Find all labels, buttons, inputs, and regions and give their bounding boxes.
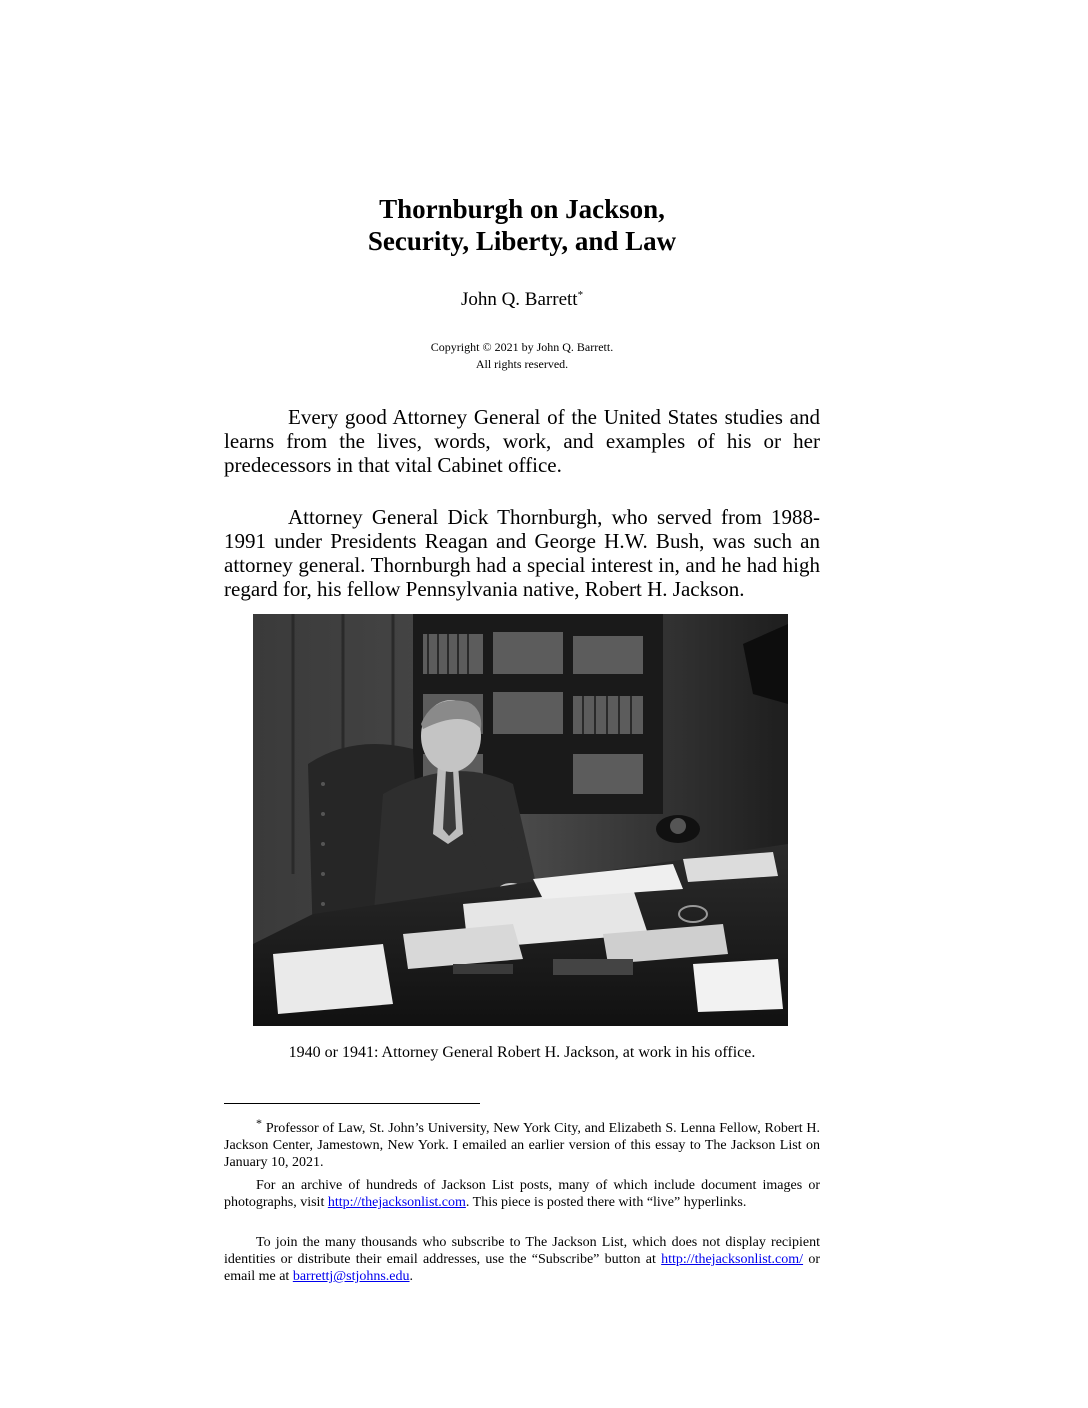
author-name: John Q. Barrett bbox=[460, 289, 578, 310]
email-link[interactable]: barrettj@stjohns.edu bbox=[292, 1269, 410, 1284]
title-line-2: Security, Liberty, and Law bbox=[367, 226, 677, 256]
footnote-separator bbox=[224, 1103, 480, 1104]
body-paragraph-2: Attorney General Dick Thornburgh, who served from 1988-1991 under Presidents Reagan and George H.W. Bush, was such an attorney general. Thornburgh had a special interest in, and he had high regard for, his fellow Pennsylvania native, Robert H. Jackson. bbox=[224, 505, 820, 601]
copyright-line-1: Copyright © 2021 by John Q. Barrett. bbox=[430, 340, 614, 354]
footnote-1 bbox=[224, 1115, 820, 1171]
page-title bbox=[224, 193, 820, 257]
copyright-line-2: All rights reserved. bbox=[475, 357, 569, 371]
title-line-1: Thornburgh on Jackson, bbox=[379, 194, 665, 224]
footnote-2-text-b: . This piece is posted there with “live” hyperlinks. bbox=[465, 1195, 747, 1210]
footnote-2-text-a: For an archive of hundreds of Jackson List posts, many of which include document images or photographs, visit bbox=[224, 1178, 820, 1210]
copyright-notice bbox=[224, 339, 820, 373]
photo-illustration bbox=[253, 614, 788, 1026]
footnote-3-text-c: . bbox=[409, 1269, 414, 1284]
footnote-3-text-a: To join the many thousands who subscribe to The Jackson List, which does not display recipient identities or distribute their email addresses, use the “Subscribe” button at bbox=[224, 1235, 820, 1267]
subscribe-link[interactable]: http://thejacksonlist.com/ bbox=[661, 1252, 804, 1267]
footnote-3 bbox=[224, 1234, 820, 1285]
footnote-3-text-b: or email me at bbox=[224, 1252, 821, 1284]
jacksonlist-link[interactable]: http://thejacksonlist.com bbox=[327, 1195, 466, 1210]
photo-caption: 1940 or 1941: Attorney General Robert H. Jackson, at work in his office. bbox=[288, 1044, 756, 1061]
footnote-2 bbox=[224, 1177, 820, 1211]
body-paragraph-1: Every good Attorney General of the United States studies and learns from the lives, words, work, and examples of his or her predecessors in that vital Cabinet office. bbox=[224, 405, 820, 477]
footnote-1-text: Professor of Law, St. John’s University, New York City, and Elizabeth S. Lenna Fellow, Robert H. Jackson Center, Jamestown, New York. I emailed an earlier version of this essay to The Jackson List on January 10, 2021. bbox=[224, 1121, 821, 1170]
author-footnote-mark[interactable]: * bbox=[577, 289, 584, 301]
archival-photo bbox=[253, 614, 788, 1026]
footnote-mark: * bbox=[256, 1116, 262, 1130]
author-byline bbox=[224, 283, 820, 312]
